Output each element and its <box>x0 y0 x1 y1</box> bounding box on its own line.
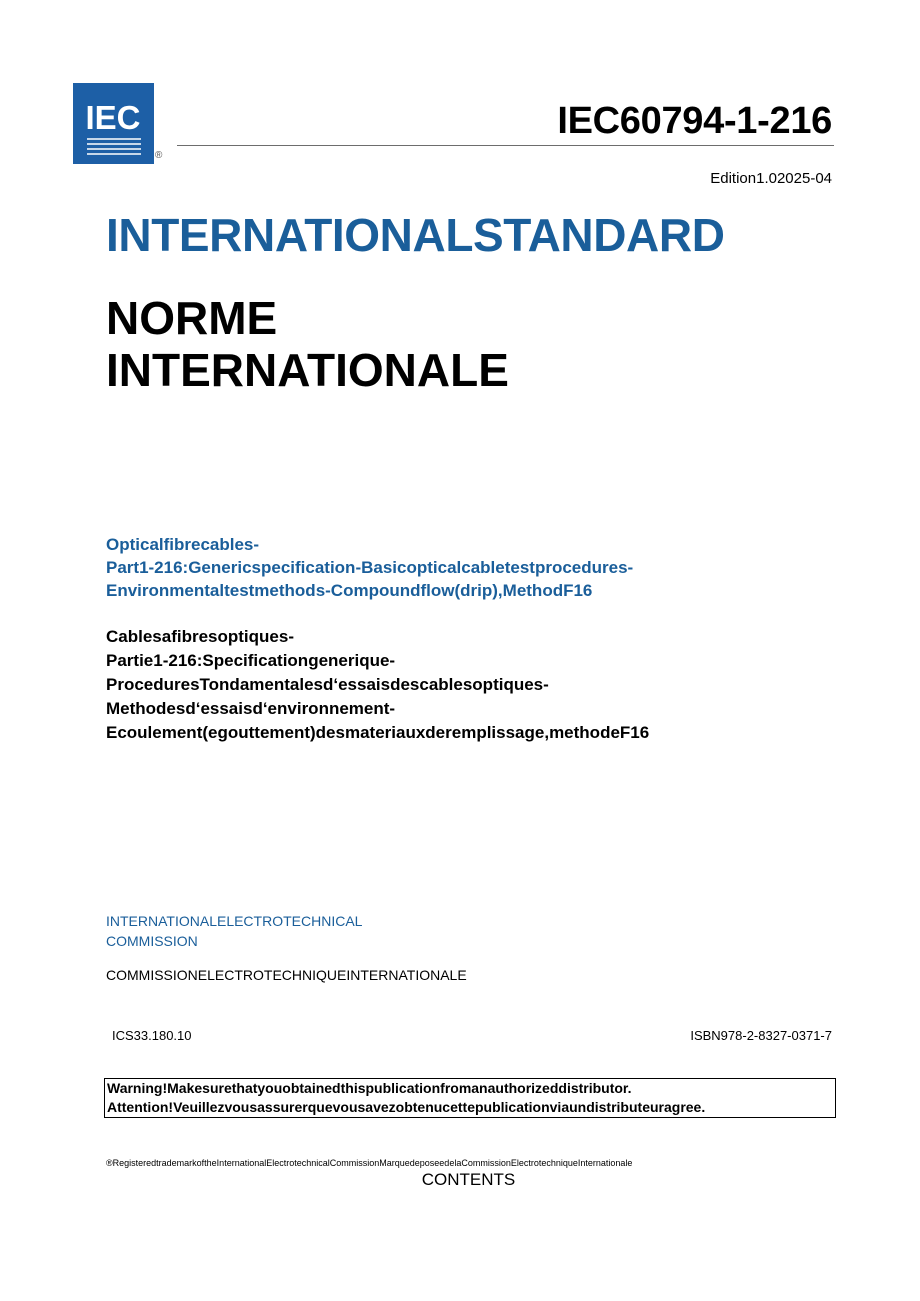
organization-english-line: INTERNATIONALELECTROTECHNICAL <box>106 913 363 929</box>
subtitle-english-line: Environmentaltestmethods-Compoundflow(drip),MethodF16 <box>106 581 593 600</box>
trademark-footnote: ®RegisteredtrademarkoftheInternationalElectrotechnicalCommissionMarquedeposeedelaCommissionElectrotechniqueInternationale <box>106 1158 633 1168</box>
subtitle-french-line: ProceduresTondamentalesd‘essaisdescablesoptiques- <box>106 675 549 694</box>
organization-french: COMMISSIONELECTROTECHNIQUEINTERNATIONALE <box>106 967 467 983</box>
warning-box <box>104 1078 836 1118</box>
subtitle-english-line: Opticalfibrecables- <box>106 535 260 554</box>
organization-english-line: COMMISSION <box>106 933 198 949</box>
subtitle-french-line: Methodesd‘essaisd‘environnement- <box>106 699 396 718</box>
registered-mark: ® <box>155 150 163 161</box>
warning-english: Warning!Makesurethatyouobtainedthispublicationfromanauthorizeddistributor. <box>107 1080 632 1096</box>
document-number: IEC60794-1-216 <box>557 100 832 142</box>
iec-logo-graphic <box>73 83 154 164</box>
header-rule <box>177 145 834 146</box>
ics-code: ICS33.180.10 <box>112 1028 192 1043</box>
title-french-line: INTERNATIONALE <box>106 344 509 396</box>
edition-label: Edition1.02025-04 <box>710 170 832 187</box>
contents-heading: CONTENTS <box>421 1170 516 1189</box>
subtitle-english-line: Part1-216:Genericspecification-Basicopticalcabletestprocedures- <box>106 558 634 577</box>
subtitle-french-line: Ecoulement(egouttement)desmateriauxderemplissage,methodeF16 <box>106 723 650 742</box>
subtitle-english <box>106 533 633 602</box>
iec-logo <box>73 83 154 164</box>
subtitle-french <box>106 625 649 745</box>
title-english: INTERNATIONALSTANDARD <box>106 209 725 261</box>
logo-text: IEC <box>85 99 141 136</box>
title-french-line: NORME <box>106 292 278 344</box>
title-french <box>106 292 509 396</box>
organization-english <box>106 911 362 951</box>
subtitle-french-line: Partie1-216:Specificationgenerique- <box>106 651 396 670</box>
warning-french: Attention!Veuillezvousassurerquevousavezobtenucettepublicationviaundistributeuragree. <box>107 1099 706 1115</box>
subtitle-french-line: Cablesafibresoptiques- <box>106 627 294 646</box>
isbn-code: ISBN978-2-8327-0371-7 <box>690 1028 832 1043</box>
